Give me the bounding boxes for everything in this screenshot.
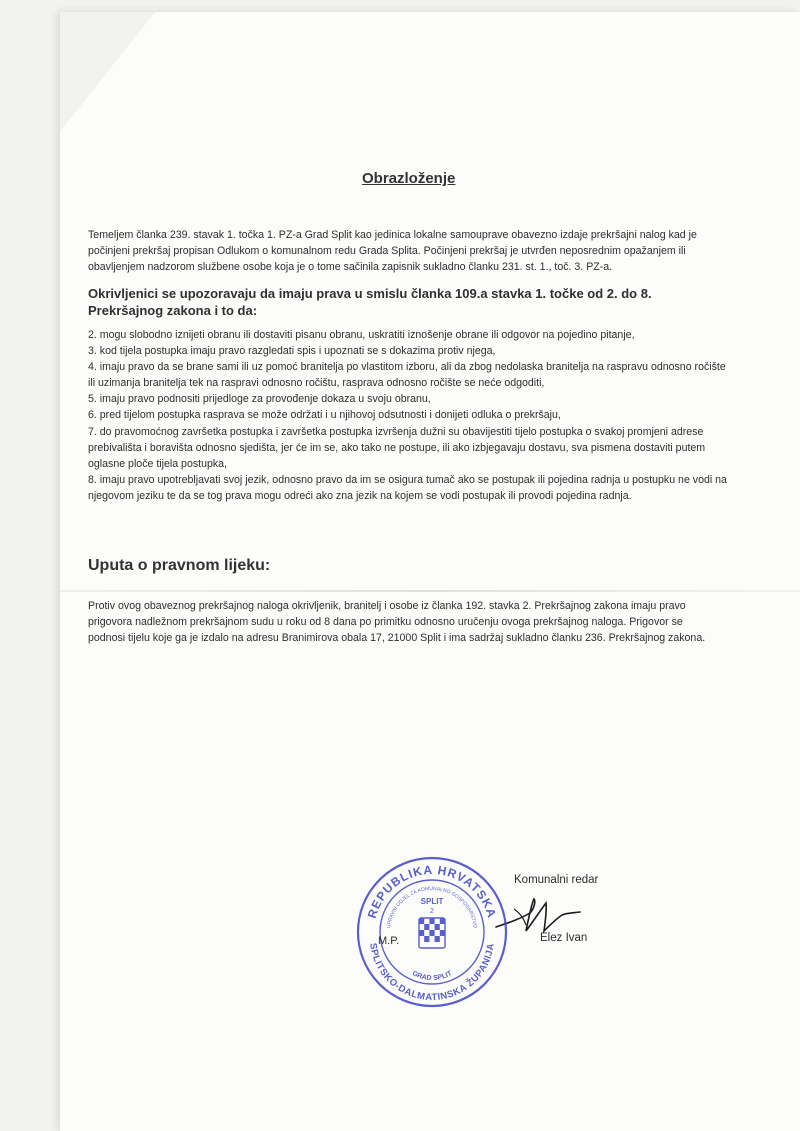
legal-remedy-paragraph: Protiv ovog obaveznog prekršajnog naloga okrivljenik, branitelj i osobe iz članka 192. stavka 2. Prekršajnog zakona imaju pravo prigovora nadležnom prekršajnom sudu u roku od 8 dana po primitku odnosno uručenju ovoga prekršajnog naloga. Prigovor se podnosi tijelu koje ga je izdalo na adresu Branimirova obala 17, 21000 Split i ima sadržaj sukladno članku 236. Prekršajnog zakona. bbox=[88, 600, 706, 645]
document-title: Obrazloženje bbox=[362, 170, 456, 187]
signatory-role: Komunalni redar bbox=[514, 874, 599, 886]
croatian-coat-of-arms-icon bbox=[419, 918, 445, 948]
list-item: 7. do pravomoćnog završetka postupka i završetka postupka izvršenja dužni su obavijestiti tijelo postupka o svakoj promjeni adrese prebivališta i boravišta odnosno sjedišta, jer će im se, ako tako ne postupe, ili ako izbjegavaju dostavu, sva pismena dostaviti putem oglasne ploče tijela postupka, bbox=[88, 425, 706, 470]
intro-paragraph: Temeljem članka 239. stavak 1. točka 1. PZ-a Grad Split kao jedinica lokalne samouprave obavezno izdaje prekršajni nalog kad je počinjeni prekršaj propisan Odlukom o komunalnom redu Grada Splita. Počinjeni prekršaj je utvrđen neposrednim opažanjem ili obavljenjem nadzorom službene osobe koja je o tome sačinila zapisnik sukladno članku 231. st. 1., toč. 3. PZ-a. bbox=[88, 229, 697, 274]
list-item: 3. kod tijela postupka imaju pravo razgledati spis i upoznati se s dokazima protiv njega, bbox=[88, 345, 496, 358]
svg-text:SPLITSKO-DALMATINSKA ŽUPANIJA bbox=[367, 942, 497, 1003]
paper-crease bbox=[60, 590, 800, 592]
stamp-top-text: REPUBLIKA HRVATSKA bbox=[364, 862, 500, 920]
official-stamp bbox=[352, 852, 512, 1012]
seal-label: M.P. bbox=[378, 935, 400, 947]
stamp-bottom-text: SPLITSKO-DALMATINSKA ŽUPANIJA bbox=[367, 942, 497, 1004]
stamp-split-label: SPLIT bbox=[420, 897, 444, 906]
list-item: 2. mogu slobodno iznijeti obranu ili dostaviti pisanu obranu, uskratiti iznošenje obrane ili odgovor na pojedino pitanje, bbox=[88, 329, 635, 341]
folded-corner bbox=[60, 12, 155, 132]
stamp-inner-text: UPRAVNI ODJEL ZA KOMUNALNO GOSPODARSTVO bbox=[386, 885, 478, 929]
svg-text:GRAD SPLIT bbox=[411, 970, 454, 982]
list-item: 8. imaju pravo upotrebljavati svoj jezik, odnosno pravo da im se osigura tumač ako se postupak ili pojedina radnja u postupku ne vodi na njegovom jeziku te da se tog prava mogu odreći ako zna jezik na kojem se vodi postupak ili provodi pojedina radnja. bbox=[88, 473, 727, 502]
rights-warning-heading: Okrivljenici se upozoravaju da imaju prava u smislu članka 109.a stavka 1. točke od 2. do 8. Prekršajnog zakona i to da: bbox=[88, 286, 652, 318]
legal-remedy-heading: Uputa o pravnom lijeku: bbox=[88, 557, 271, 574]
stamp-number: 2 bbox=[430, 908, 434, 915]
list-item: 5. imaju pravo podnositi prijedloge za provođenje dokaza u svoju obranu, bbox=[88, 393, 431, 406]
list-item: 6. pred tijelom postupka rasprava se može održati i u njihovoj odsutnosti i donijeti odluka o prekršaju, bbox=[88, 409, 561, 422]
signatory-name: Elez Ivan bbox=[540, 932, 588, 944]
rights-list bbox=[88, 327, 728, 504]
stamp-city-text: GRAD SPLIT bbox=[410, 970, 454, 983]
list-item: 4. imaju pravo da se brane sami ili uz pomoć branitelja po vlastitom izboru, ali da zbog nedolaska branitelja na raspravu odnosno ročište ili uzimanja branitelja tek na raspravi odnosno ročištu, rasprava odnosno ročište se neće odgoditi, bbox=[88, 361, 726, 390]
